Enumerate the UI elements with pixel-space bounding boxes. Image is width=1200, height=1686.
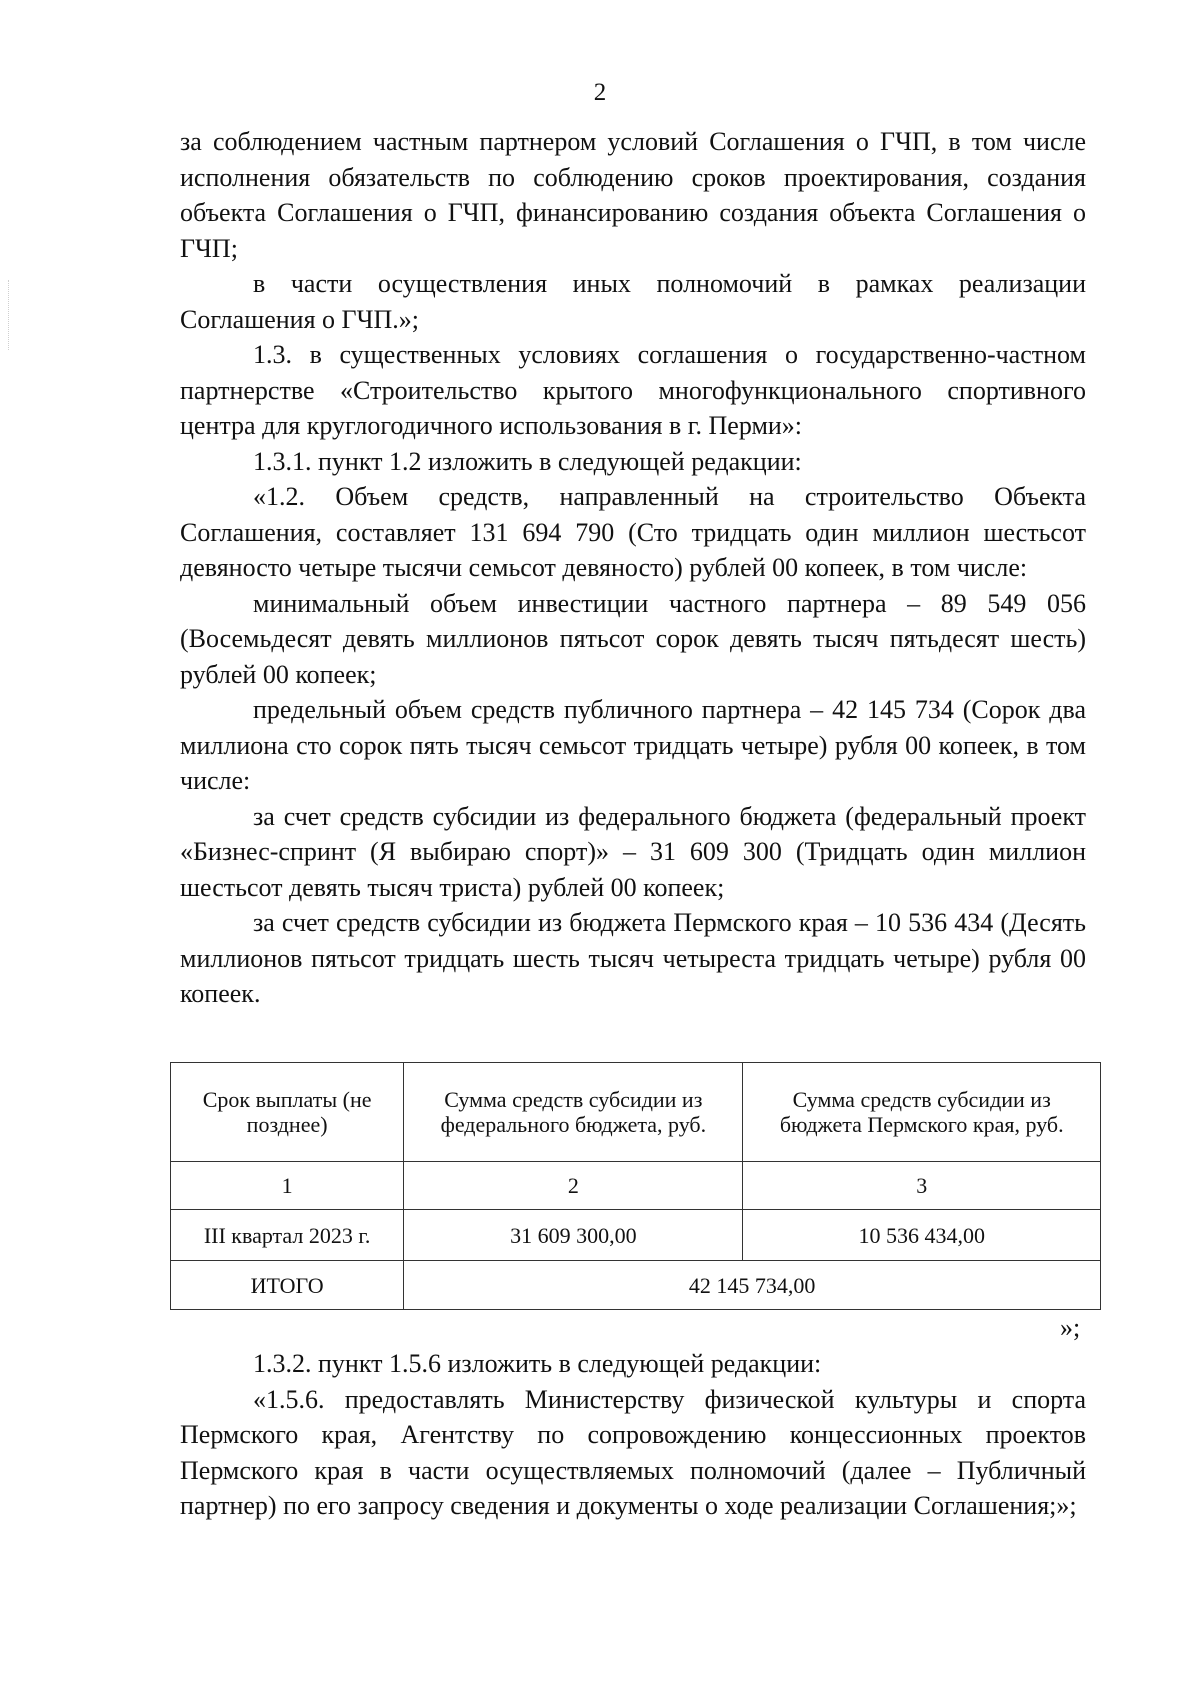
paragraph: «1.2. Объем средств, направленный на строительство Объекта Соглашения, составляет 131 694 790 (Сто тридцать один миллион шестьсот девяносто четыре тысячи семьсот девяносто) рублей 00 копеек, в том числе:	[180, 482, 1086, 582]
table-total-row	[171, 1261, 1101, 1310]
table-header-row	[171, 1063, 1101, 1162]
table-column-numbers-row	[171, 1162, 1101, 1210]
page-number: 2	[593, 79, 607, 106]
paragraph: за соблюдением частным партнером условий Соглашения о ГЧП, в том числе исполнения обязательств по соблюдению сроков проектирования, создания объекта Соглашения о ГЧП, финансированию создания объекта Соглашения о ГЧП;	[180, 127, 1086, 263]
table-column-number: 2	[404, 1162, 743, 1210]
paragraph: 1.3.1. пункт 1.2 изложить в следующей редакции:	[253, 446, 802, 476]
closing-quote: »;	[1060, 1313, 1081, 1342]
paragraph: минимальный объем инвестиции частного партнера – 89 549 056 (Восемьдесят девять миллионов пятьсот сорок девять тысяч пятьдесят шесть) рублей 00 копеек;	[180, 588, 1086, 689]
paragraph: за счет средств субсидии из бюджета Пермского края – 10 536 434 (Десять миллионов пятьсот тридцать шесть тысяч четыреста тридцать четыре) рубля 00 копеек.	[180, 908, 1086, 1008]
paragraph: за счет средств субсидии из федерального бюджета (федеральный проект «Бизнес-спринт (Я выбираю спорт)» – 31 609 300 (Тридцать один миллион шестьсот девять тысяч триста) рублей 00 копеек;	[180, 801, 1086, 902]
paragraph: в части осуществления иных полномочий в рамках реализации Соглашения о ГЧП.»;	[180, 269, 1086, 334]
paragraph: 1.3.2. пункт 1.5.6 изложить в следующей редакции:	[253, 1349, 822, 1378]
subsidy-table	[170, 1062, 1101, 1310]
table-header-cell: Сумма средств субсидии из федерального бюджета, руб.	[404, 1063, 743, 1162]
margin-scan-mark	[8, 280, 11, 350]
paragraph: «1.5.6. предоставлять Министерству физической культуры и спорта Пермского края, Агентству по сопровождению концессионных проектов Пермского края в части осуществляемых полномочий (далее – Публичный партнер) по его запросу сведения и документы о ходе реализации Соглашения;»;	[180, 1384, 1086, 1520]
paragraph: предельный объем средств публичного партнера – 42 145 734 (Сорок два миллиона сто сорок пять тысяч семьсот тридцать четыре) рубля 00 копеек, в том числе:	[180, 695, 1086, 795]
table-column-number: 1	[171, 1162, 404, 1210]
document-body-bottom	[180, 1346, 1086, 1524]
table-header-cell: Срок выплаты (не позднее)	[171, 1063, 404, 1162]
table-row	[171, 1210, 1101, 1261]
document-body-top	[180, 124, 1086, 1012]
table-total-value: 42 145 734,00	[404, 1261, 1101, 1310]
paragraph: 1.3. в существенных условиях соглашения о государственно-частном партнерстве «Строительство крытого многофункционального спортивного центра для круглогодичного использования в г. Перми»:	[180, 340, 1086, 440]
table-header-cell: Сумма средств субсидии из бюджета Пермского края, руб.	[743, 1063, 1101, 1162]
table-cell-federal: 31 609 300,00	[404, 1210, 743, 1261]
table-column-number: 3	[743, 1162, 1101, 1210]
table-total-label: ИТОГО	[171, 1261, 404, 1310]
table-cell-period: III квартал 2023 г.	[171, 1210, 404, 1261]
table-cell-regional: 10 536 434,00	[743, 1210, 1101, 1261]
